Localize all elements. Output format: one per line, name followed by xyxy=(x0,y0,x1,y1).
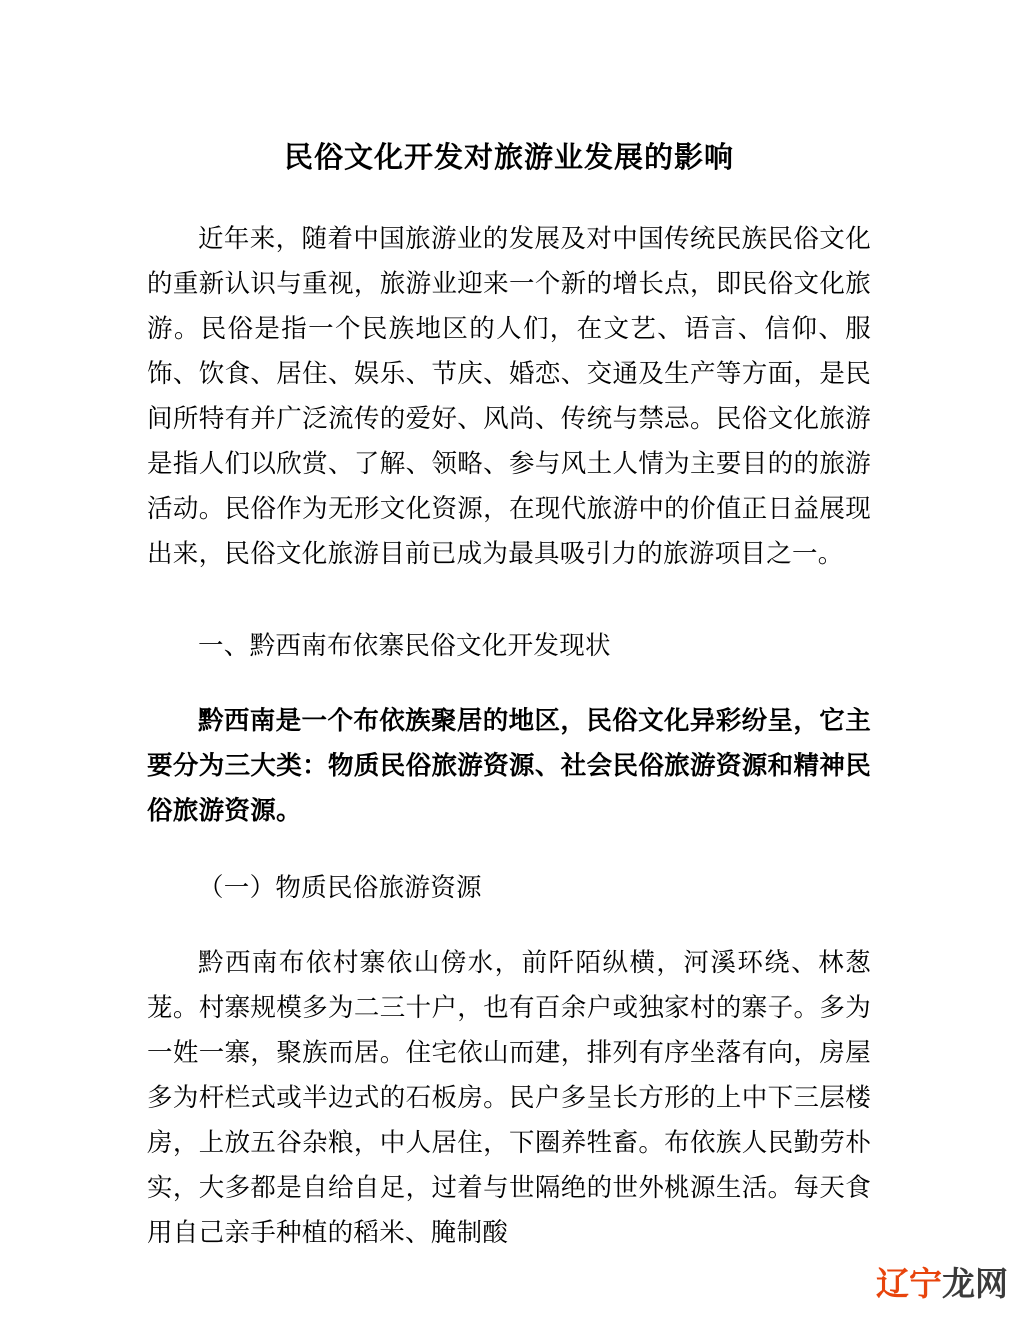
section-heading-1: 一、黔西南布依寨民俗文化开发现状 xyxy=(198,631,611,661)
watermark-text-secondary: 龙网 xyxy=(942,1264,1008,1303)
spacer-before-bold-paragraph xyxy=(147,669,871,699)
paragraph-categories-bold: 黔西南是一个布依族聚居的地区，民俗文化异彩纷呈，它主要分为三大类：物质民俗旅游资源、社会民俗旅游资源和精神民俗旅游资源。 xyxy=(147,706,871,826)
watermark-text-primary: 辽宁 xyxy=(876,1264,942,1303)
spacer-before-heading-1 xyxy=(147,577,871,624)
page-title: 民俗文化开发对旅游业发展的影响 xyxy=(283,140,734,174)
spacer-before-last-paragraph xyxy=(147,911,871,941)
paragraph-material-resources: 黔西南布依村寨依山傍水，前阡陌纵横，河溪环绕、林葱茏。村寨规模多为二三十户，也有百余户或独家村的寨子。多为一姓一寨，聚族而居。住宅依山而建，排列有序坐落有向，房屋多为杆栏式或半边式的石板房。民户多呈长方形的上中下三层楼房，上放五谷杂粮，中人居住，下圈养牲畜。布依族人民勤劳朴实，大多都是自给自足，过着与世隔绝的世外桃源生活。每天食用自己亲手种植的稻米、腌制酸 xyxy=(147,948,871,1248)
spacer-before-heading-2 xyxy=(147,834,871,866)
paragraph-intro: 近年来，随着中国旅游业的发展及对中国传统民族民俗文化的重新认识与重视，旅游业迎来一个新的增长点，即民俗文化旅游。民俗是指一个民族地区的人们，在文艺、语言、信仰、服饰、饮食、居住、娱乐、节庆、婚恋、交通及生产等方面，是民间所特有并广泛流传的爱好、风尚、传统与禁忌。民俗文化旅游是指人们以欣赏、了解、领略、参与风土人情为主要目的的旅游活动。民俗作为无形文化资源，在现代旅游中的价值正日益展现出来，民俗文化旅游目前已成为最具吸引力的旅游项目之一。 xyxy=(147,224,871,569)
site-watermark xyxy=(876,1264,1008,1304)
document-body xyxy=(147,0,871,1256)
section-heading-2: （一）物质民俗旅游资源 xyxy=(198,873,482,903)
